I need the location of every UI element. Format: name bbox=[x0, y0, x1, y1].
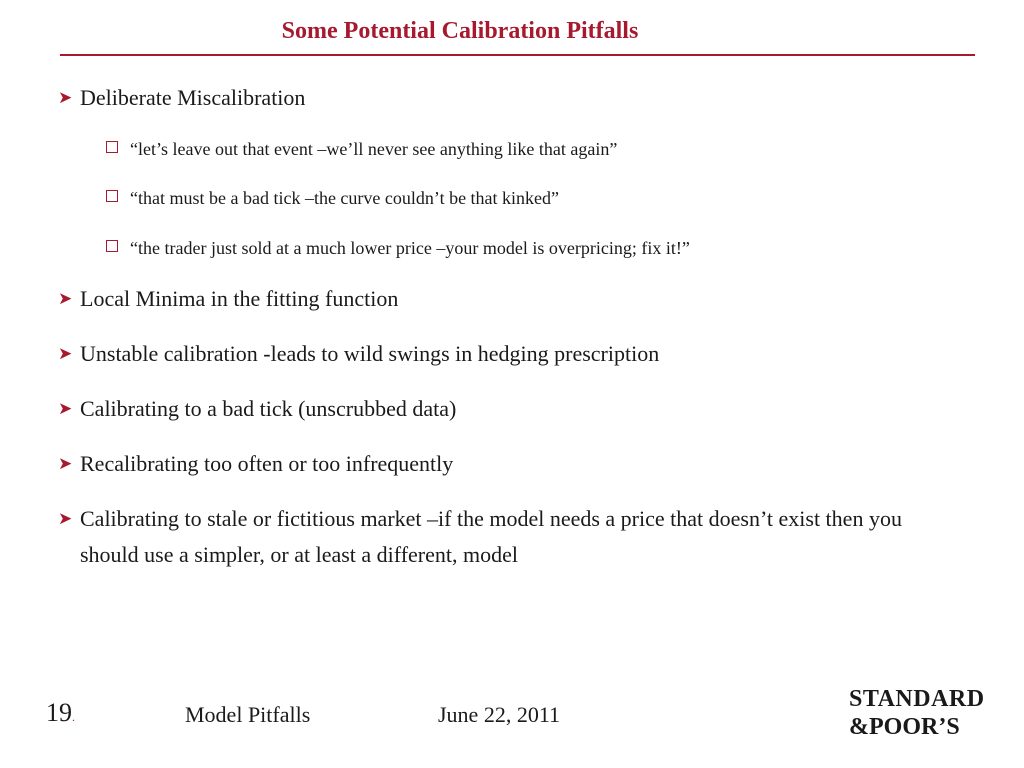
arrowhead-bullet-icon: ➤ bbox=[58, 399, 73, 419]
hollow-square-bullet-icon bbox=[106, 190, 118, 202]
footer-presentation-title: Model Pitfalls bbox=[185, 702, 311, 727]
standard-poors-logo bbox=[849, 685, 1009, 741]
sub-bullet-text: “let’s leave out that event –we’ll never see anything like that again” bbox=[130, 139, 618, 159]
page-number-value: 19 bbox=[46, 698, 72, 727]
arrowhead-bullet-icon: ➤ bbox=[58, 454, 73, 474]
sub-bullet-text: “that must be a bad tick –the curve couldn’t be that kinked” bbox=[130, 188, 560, 208]
slide-title: Some Potential Calibration Pitfalls bbox=[281, 18, 639, 44]
arrowhead-bullet-icon: ➤ bbox=[58, 289, 73, 309]
bullet-text: Calibrating to a bad tick (unscrubbed data) bbox=[80, 396, 457, 421]
title-divider bbox=[60, 54, 975, 56]
arrowhead-bullet-icon: ➤ bbox=[58, 509, 73, 529]
page-number-suffix: . bbox=[72, 710, 75, 724]
sub-bullet-text: “the trader just sold at a much lower price –your model is overpricing; fix it!” bbox=[130, 238, 690, 258]
bullet-text: Deliberate Miscalibration bbox=[80, 85, 306, 110]
bullet-text: Calibrating to stale or fictitious market –if the model needs a price that doesn’t exist then you should use a simpler, or at least a different, model bbox=[80, 506, 902, 567]
bullet-text: Recalibrating too often or too infrequently bbox=[80, 451, 454, 476]
hollow-square-bullet-icon bbox=[106, 240, 118, 252]
arrowhead-bullet-icon: ➤ bbox=[58, 88, 73, 108]
logo-line-2: &POOR’S bbox=[849, 714, 960, 740]
logo-line-1: STANDARD bbox=[849, 686, 985, 712]
footer-date: June 22, 2011 bbox=[438, 702, 561, 727]
arrowhead-bullet-icon: ➤ bbox=[58, 344, 73, 364]
bullet-text: Local Minima in the fitting function bbox=[80, 286, 399, 311]
hollow-square-bullet-icon bbox=[106, 141, 118, 153]
bullet-text: Unstable calibration -leads to wild swings in hedging prescription bbox=[80, 341, 660, 366]
page-number bbox=[46, 698, 75, 728]
